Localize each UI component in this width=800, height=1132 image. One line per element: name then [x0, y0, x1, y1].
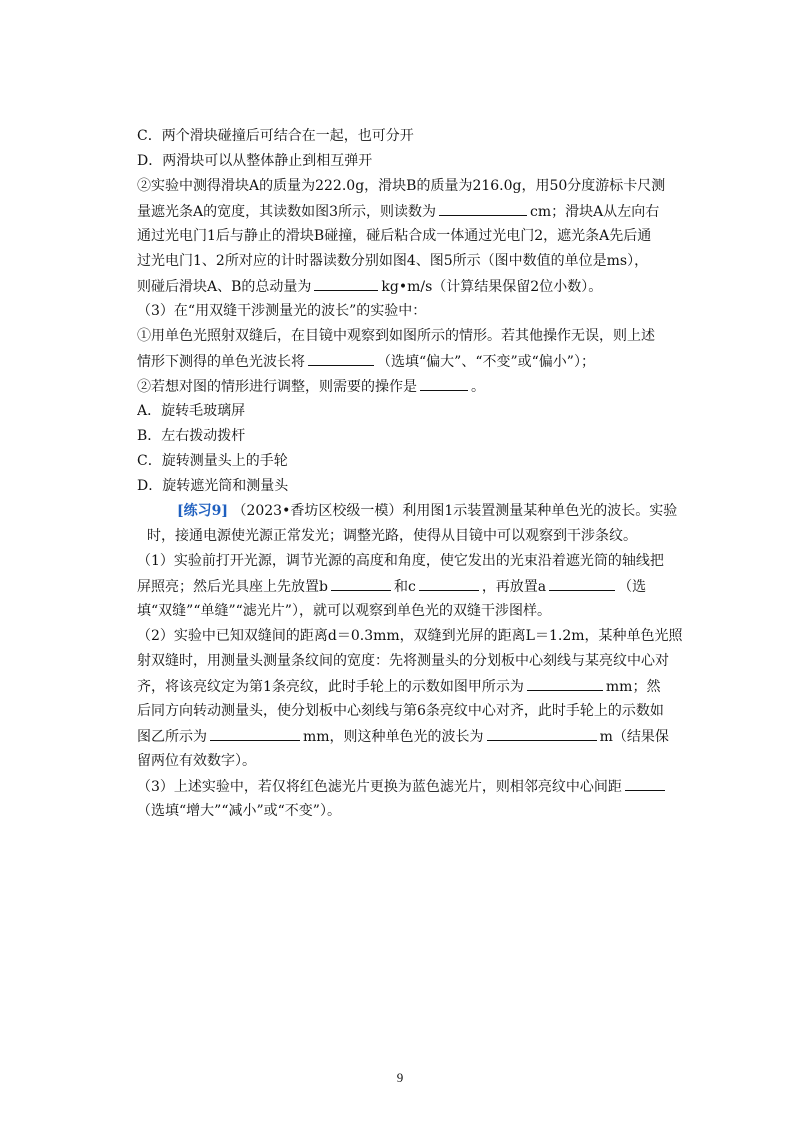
answer-blank[interactable] [314, 275, 378, 291]
part-3-q2: ②若想对图的情形进行调整，则需要的操作是 。 [137, 375, 709, 398]
option-d: D．两滑块可以从整体静止到相互弹开 [137, 153, 373, 169]
exercise-9-part-3-line-2: （选填“增大”“减小”或“不变”）。 [137, 803, 341, 819]
part-3-q1-line-2: 情形下测得的单色光波长将 （选填“偏大”、“不变”或“偏小”）； [137, 350, 709, 373]
exercise-9-part-2-line-3: 齐，将该亮纹定为第1条亮纹，此时手轮上的示数如图甲所示为 mm；然 [137, 675, 709, 698]
exercise-9-line-2: 时，接通电源使光源正常发光；调整光路，使得从目镜中可以观察到干涉条纹。 [147, 528, 637, 544]
answer-blank[interactable] [419, 575, 479, 591]
exercise-9-part-3-line-1: （3）上述实验中，若仅将红色滤光片更换为蓝色滤光片，则相邻亮纹中心间距 [137, 775, 709, 798]
answer-blank[interactable] [625, 775, 665, 791]
question-2-line-3: 通过光电门1后与静止的滑块B碰撞，碰后粘合成一体通过光电门2，遮光条A先后通 [137, 228, 652, 244]
question-2-line-4: 过光电门1、2所对应的计时器读数分别如图4、图5所示（图中数值的单位是ms）， [137, 253, 649, 269]
answer-blank[interactable] [439, 200, 527, 216]
exercise-9-part-1-line-2: 屏照亮；然后光具座上先放置b 和c ，再放置a （选 [137, 575, 709, 598]
exercise-9-part-2-line-5: 图乙所示为 mm，则这种单色光的波长为 m（结果保 [137, 725, 709, 748]
option-c: C．旋转测量头上的手轮 [137, 453, 288, 469]
question-2-line-2: 量遮光条A的宽度，其读数如图3所示，则读数为 cm；滑块A从左向右 [137, 200, 709, 223]
exercise-9-line-1: [练习9] （2023•香坊区校级一模）利用图1示装置测量某种单色光的波长。实验 [177, 503, 678, 519]
exercise-9-part-2-line-6: 留两位有效数字）。 [137, 753, 256, 769]
answer-blank[interactable] [308, 350, 374, 366]
exercise-9-part-2-line-1: （2）实验中已知双缝间的距离d＝0.3mm，双缝到光屏的距离L＝1.2m，某种单色光照 [137, 628, 683, 644]
answer-blank[interactable] [549, 575, 615, 591]
page-number: 9 [396, 1070, 404, 1085]
question-2-line-5: 则碰后滑块A、B的总动量为 kg•m/s（计算结果保留2位小数）。 [137, 275, 709, 298]
option-d: D．旋转遮光筒和测量头 [137, 478, 289, 494]
answer-blank[interactable] [210, 725, 300, 741]
question-2-line-1: ②实验中测得滑块A的质量为222.0g，滑块B的质量为216.0g，用50分度游标卡尺测 [137, 178, 666, 194]
answer-blank[interactable] [420, 375, 468, 391]
answer-blank[interactable] [487, 725, 597, 741]
exercise-9-part-2-line-4: 后同方向转动测量头，使分划板中心刻线与第6条亮纹中心对齐，此时手轮上的示数如 [137, 703, 664, 719]
option-b: B．左右拨动拨杆 [137, 428, 246, 444]
answer-blank[interactable] [527, 675, 603, 691]
exercise-9-part-1-line-3: 填“双缝”“单缝”“滤光片”），就可以观察到单色光的双缝干涉图样。 [137, 603, 551, 619]
part-3-heading: （3）在“用双缝干涉测量光的波长”的实验中： [137, 303, 427, 319]
exercise-9-part-1-line-1: （1）实验前打开光源，调节光源的高度和角度，使它发出的光束沿着遮光筒的轴线把 [137, 553, 664, 569]
answer-blank[interactable] [331, 575, 391, 591]
exercise-9-part-2-line-2: 射双缝时，用测量头测量条纹间的宽度：先将测量头的分划板中心刻线与某亮纹中心对 [137, 653, 669, 669]
exercise-tag: [练习9] [177, 503, 228, 519]
option-a: A．旋转毛玻璃屏 [137, 403, 246, 419]
part-3-q1-line-1: ①用单色光照射双缝后，在目镜中观察到如图所示的情形。若其他操作无误，则上述 [137, 328, 655, 344]
option-c: C．两个滑块碰撞后可结合在一起，也可分开 [137, 128, 414, 144]
